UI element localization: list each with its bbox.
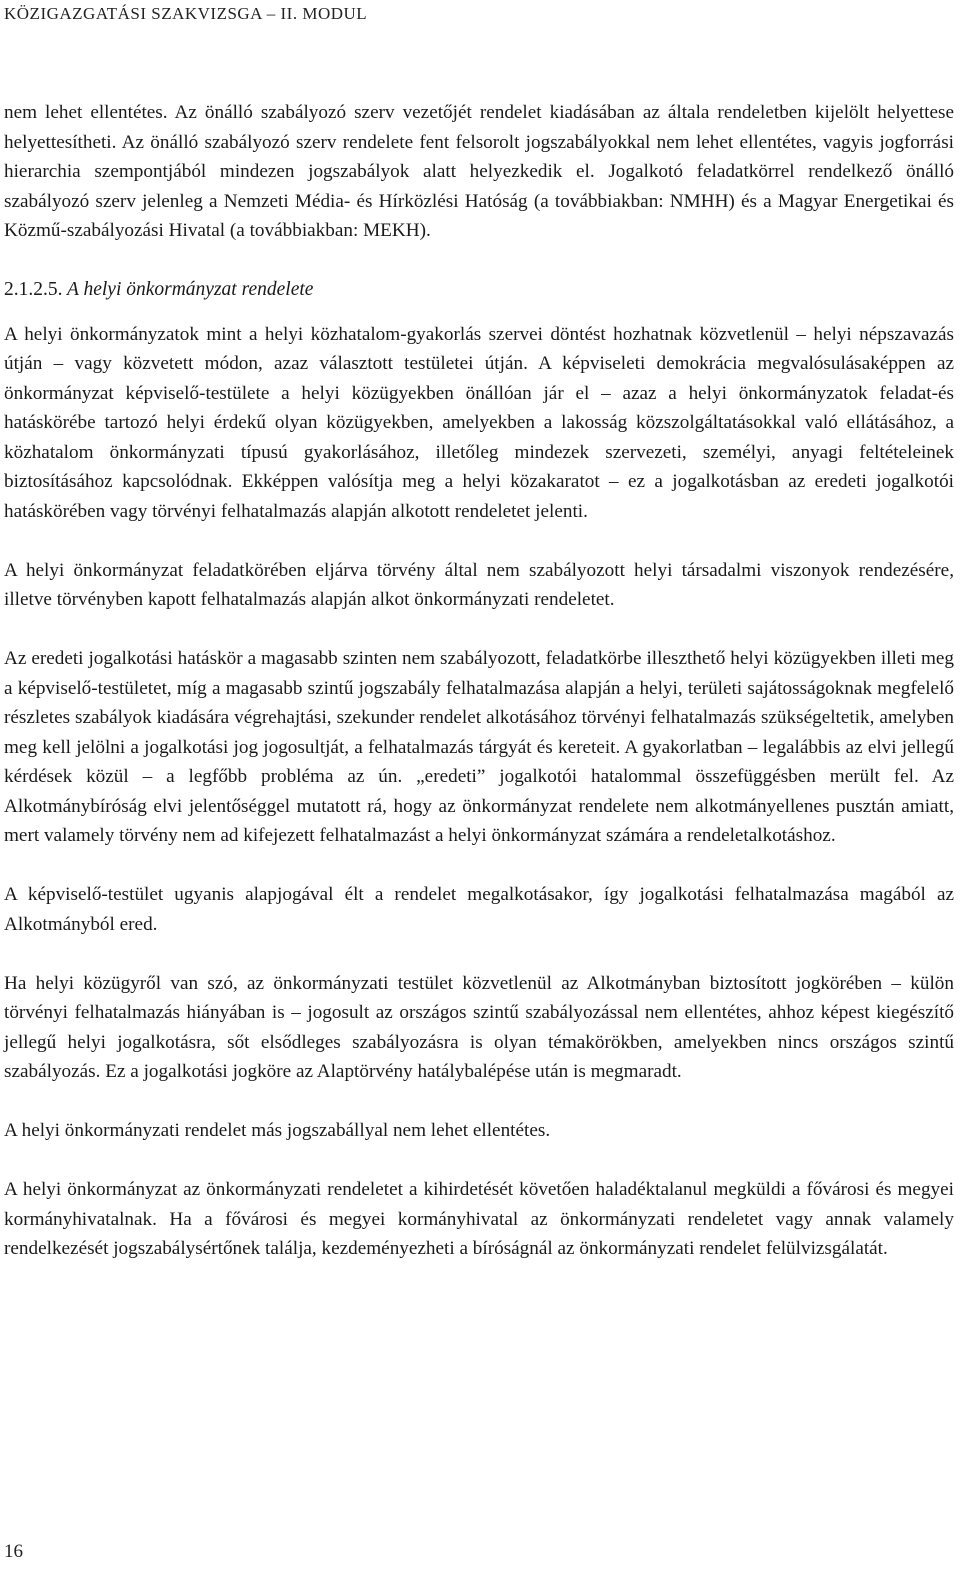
paragraph: Az eredeti jogalkotási hatáskör a magasabb szinten nem szabályozott, feladatkörbe illeszthető helyi közügyekben illeti meg a képviselő-testületet, míg a magasabb szintű jogszabály felhatalmazása alapján a helyi, területi sajátosságoknak megfelelő részletes szabályok kiadására végrehajtási, szekunder rendelet alkotásához törvényi felhatalmazás szükségeltetik, amelyben meg kell jelölni a jogalkotási jog jogosultját, a felhatalmazás tárgyát és kereteit. A gyakorlatban – legalábbis az elvi jellegű kérdések közül – a legfőbb probléma az ún. „eredeti” jogalkotói hatalommal összefüggésben merült fel. Az Alkotmánybíróság elvi jelentőséggel mutatott rá, hogy az önkormányzat rendelete nem alkotmányellenes pusztán amiatt, mert valamely törvény nem ad kifejezett felhatalmazást a helyi önkormányzat számára a rendeletalkotáshoz. xyxy=(4,648,954,846)
body-text xyxy=(4,98,954,1293)
section-number: 2.1.2.5. xyxy=(4,279,63,300)
paragraph: Ha helyi közügyről van szó, az önkormányzati testület közvetlenül az Alkotmányban biztosított jogkörében – külön törvényi felhatalmazás hiányában is – jogosult az országos szintű szabályozással nem ellentétes, ahhoz képest kiegészítő jellegű helyi jogalkotásra, sőt elsődleges szabályozásra is olyan témakörökben, amelyekben nincs országos szintű szabályozás. Ez a jogalkotási jogköre az Alaptörvény hatálybalépése után is megmaradt. xyxy=(4,972,954,1082)
section-title: A helyi önkormányzat rendelete xyxy=(67,279,314,300)
paragraph: A helyi önkormányzat feladatkörében eljárva törvény által nem szabályozott helyi társadalmi viszonyok rendezésére, illetve törvényben kapott felhatalmazás alapján alkot önkormányzati rendeletet. xyxy=(4,559,954,610)
paragraph: A helyi önkormányzatok mint a helyi közhatalom-gyakorlás szervei döntést hozhatnak közvetlenül – helyi népszavazás útján – vagy közvetett módon, azaz választott testületei útján. A képviseleti demokrácia megvalósulásaképpen az önkormányzat képviselő-testülete a helyi közügyekben önállóan jár el – azaz a helyi önkormányzatok feladat-és hatáskörébe tartozó helyi érdekű olyan közügyekben, amelyekben a lakosság közszolgáltatásokkal való ellátásához, a közhatalom önkormányzati típusú gyakorlásához, illetőleg mindezek szervezeti, személyi, anyagi feltételeinek biztosításához kapcsolódnak. Ekképpen valósítja meg a helyi közakaratot – ez a jogalkotásban az eredeti jogalkotói hatáskörében vagy törvényi felhatalmazás alapján alkotott rendeletet jelenti. xyxy=(4,323,954,522)
paragraph: A képviselő-testület ugyanis alapjogával élt a rendelet megalkotásakor, így jogalkotási felhatalmazása magából az Alkotmányból ered. xyxy=(4,884,954,935)
running-header: KÖZIGAZGATÁSI SZAKVIZSGA – II. MODUL xyxy=(4,4,368,23)
paragraph: A helyi önkormányzati rendelet más jogszabállyal nem lehet ellentétes. xyxy=(4,1120,551,1141)
paragraph: A helyi önkormányzat az önkormányzati rendeletet a kihirdetését követően haladéktalanul megküldi a fővárosi és megyei kormányhivatalnak. Ha a fővárosi és megyei kormányhivatal az önkormányzati rendeletet vagy annak valamely rendelkezését jogszabálysértőnek találja, kezdeményezheti a bíróságnál az önkormányzati rendelet felülvizsgálatát. xyxy=(4,1179,954,1259)
paragraph: nem lehet ellentétes. Az önálló szabályozó szerv vezetőjét rendelet kiadásában az általa rendeletben kijelölt helyettese helyettesítheti. Az önálló szabályozó szerv rendelete fent felsorolt jogszabályokkal nem lehet ellentétes, vagyis jogforrási hierarchia szempontjából mindezen jogszabályok alatt helyezkedik el. Jogalkotó feladatkörrel rendelkező önálló szabályozó szerv jelenleg a Nemzeti Média- és Hírközlési Hatóság (a továbbiakban: NMHH) és a Magyar Energetikai és Közmű-szabályozási Hivatal (a továbbiakban: MEKH). xyxy=(4,102,954,241)
section-heading xyxy=(4,275,954,305)
page-number: 16 xyxy=(4,1541,23,1562)
